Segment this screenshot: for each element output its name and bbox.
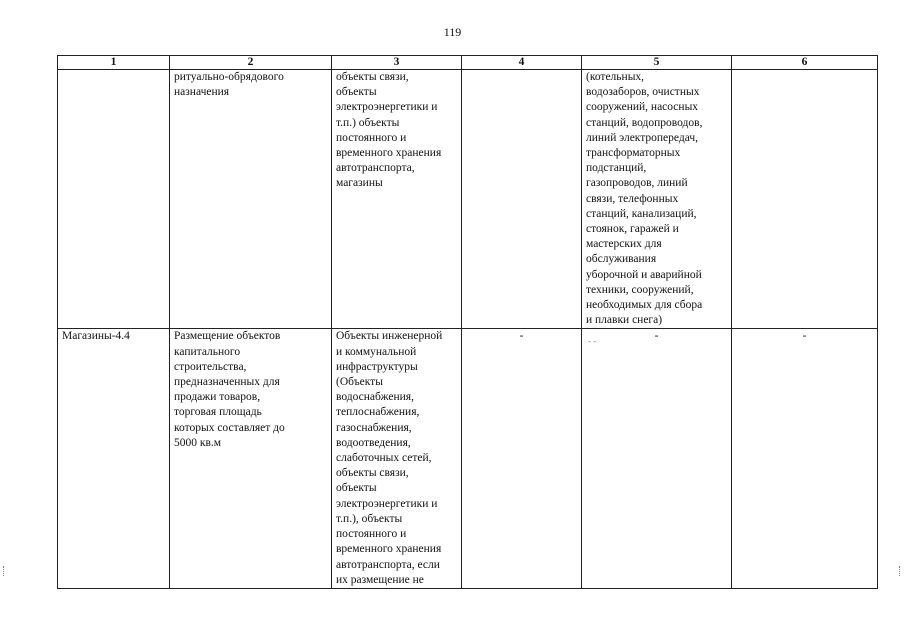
left-margin-mark (3, 566, 6, 576)
scan-artifact: - - (588, 336, 597, 346)
cell-land-use-type (58, 70, 170, 329)
cell-col-4: - (462, 329, 582, 588)
table-row (58, 70, 878, 329)
cell-land-use-type: Магазины-4.4 (58, 329, 170, 588)
table-row (58, 329, 878, 588)
column-header-1: 1 (58, 56, 170, 70)
cell-col-5: - (582, 329, 732, 588)
table-header-row (58, 56, 878, 70)
right-margin-mark (899, 566, 902, 576)
column-header-2: 2 (170, 56, 332, 70)
column-header-6: 6 (732, 56, 878, 70)
cell-col-6: - (732, 329, 878, 588)
cell-description: Размещение объектов капитального строительства, предназначенных для продажи товаров, торговая площадь которых составляет до 5000 кв.м (170, 329, 332, 588)
cell-auxiliary-uses: объекты связи, объекты электроэнергетики и т.п.) объекты постоянного и временного хранения автотранспорта, магазины (332, 70, 462, 329)
cell-auxiliary-uses: Объекты инженерной и коммунальной инфраструктуры (Объекты водоснабжения, теплоснабжения, газоснабжения, водоотведения, слаботочных сетей, объекты связи, объекты электроэнергетики и т.п.), объекты постоянного и временного хранения автотранспорта, если их размещение не (332, 329, 462, 588)
regulations-table (57, 55, 878, 589)
column-header-5: 5 (582, 56, 732, 70)
cell-description: ритуально-обрядового назначения (170, 70, 332, 329)
cell-col-4 (462, 70, 582, 329)
page-number: 119 (443, 25, 462, 39)
cell-col-5: (котельных, водозаборов, очистных сооружений, насосных станций, водопроводов, линий электропередач, трансформаторных подстанций, газопроводов, линий связи, телефонных станций, канализаций, стоянок, гаражей и мастерских для обслуживания уборочной и аварийной техники, сооружений, необходимых для сбора и плавки снега) (582, 70, 732, 329)
cell-col-6 (732, 70, 878, 329)
column-header-3: 3 (332, 56, 462, 70)
column-header-4: 4 (462, 56, 582, 70)
